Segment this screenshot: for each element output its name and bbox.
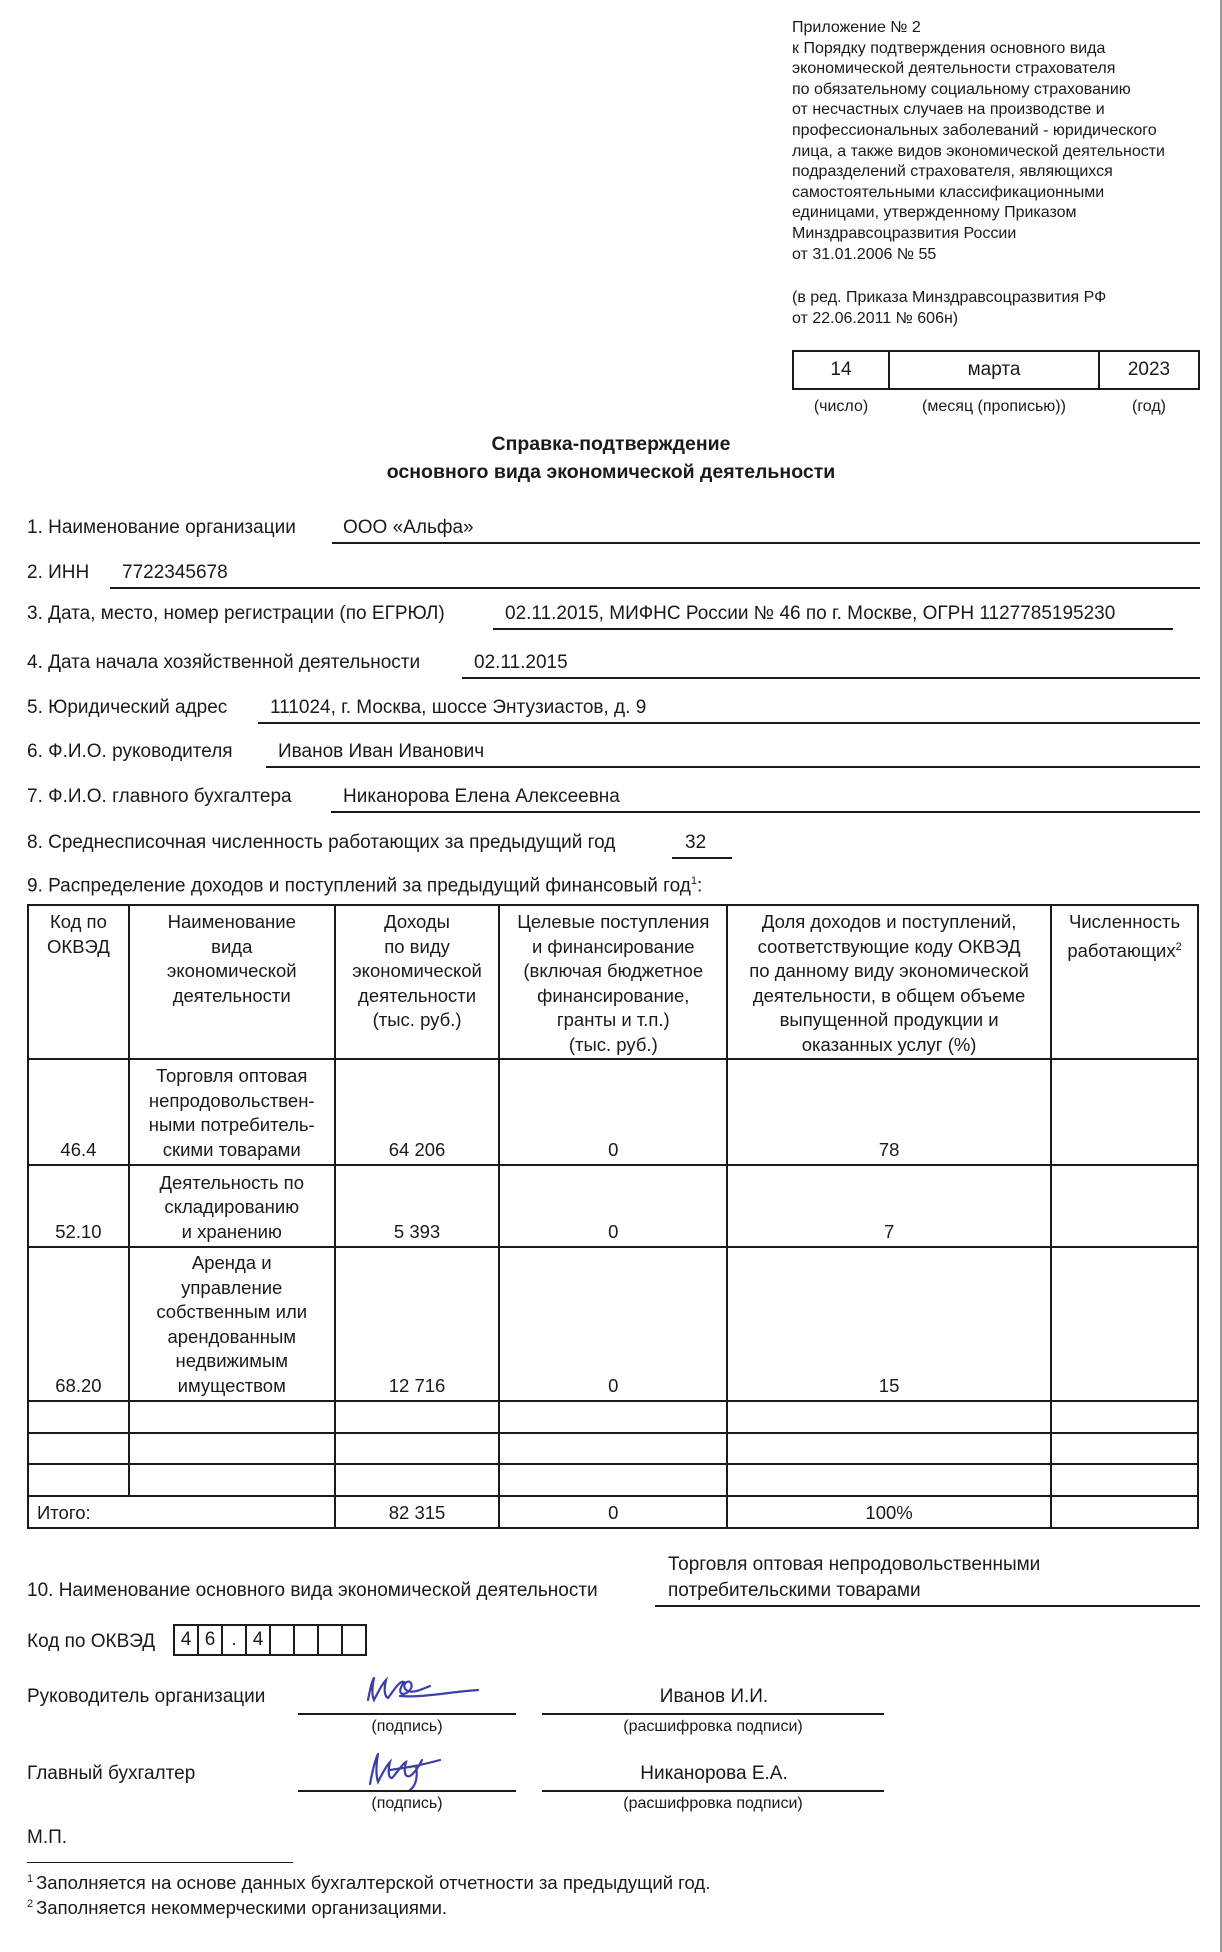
legal-address-label: 5. Юридический адрес xyxy=(27,697,228,718)
director-name-underline xyxy=(542,1713,884,1715)
org-name-underline xyxy=(332,542,1200,544)
footnote-ref-1: 1 xyxy=(690,875,697,887)
main-activity-value-line2[interactable]: потребительскими товарами xyxy=(668,1580,921,1601)
appendix-line: от 31.01.2006 № 55 xyxy=(792,245,937,263)
registration-underline xyxy=(493,628,1173,630)
document-title: Справка-подтверждение xyxy=(491,433,731,455)
inn-underline xyxy=(110,587,1200,589)
table-row xyxy=(28,1247,1198,1401)
cell-share[interactable]: 7 xyxy=(727,1165,1051,1247)
total-target[interactable]: 0 xyxy=(499,1496,727,1528)
empty-cell[interactable] xyxy=(1051,1433,1198,1464)
empty-cell[interactable] xyxy=(28,1401,129,1433)
cell-income[interactable]: 12 716 xyxy=(335,1247,500,1401)
appendix-line: экономической деятельности страхователя xyxy=(792,60,1116,78)
empty-cell[interactable] xyxy=(1051,1464,1198,1496)
org-name-value[interactable]: ООО «Альфа» xyxy=(343,517,474,538)
main-activity-value-line1[interactable]: Торговля оптовая непродовольственными xyxy=(668,1554,1041,1575)
director-underline xyxy=(266,766,1200,768)
cell-activity-name[interactable]: Торговля оптовая непродовольствен- ными потребитель- скими товарами xyxy=(129,1059,335,1165)
okved-cell[interactable] xyxy=(293,1624,319,1656)
start-date-underline xyxy=(462,677,1200,679)
cell-code[interactable]: 68.20 xyxy=(28,1247,129,1401)
footnote-mark: 1 xyxy=(27,1872,34,1885)
okved-code-label: Код по ОКВЭД xyxy=(27,1631,156,1652)
empty-cell[interactable] xyxy=(335,1464,500,1496)
director-name-value[interactable]: Иванов И.И. xyxy=(659,1686,769,1707)
empty-cell[interactable] xyxy=(129,1401,335,1433)
header-workers xyxy=(1051,905,1198,1059)
cell-workers[interactable] xyxy=(1051,1059,1198,1165)
empty-cell[interactable] xyxy=(129,1433,335,1464)
accountant-value[interactable]: Никанорова Елена Алексеевна xyxy=(343,786,620,807)
footnote-separator xyxy=(27,1862,293,1863)
footnote-1 xyxy=(27,1872,710,1894)
empty-cell[interactable] xyxy=(28,1433,129,1464)
headcount-value[interactable]: 32 xyxy=(685,832,707,853)
okved-cell[interactable]: 4 xyxy=(245,1624,271,1656)
cell-target[interactable]: 0 xyxy=(499,1247,727,1401)
cell-income[interactable]: 64 206 xyxy=(335,1059,500,1165)
empty-cell[interactable] xyxy=(28,1464,129,1496)
accountant-name-caption: (расшифровка подписи) xyxy=(623,1795,803,1812)
accountant-signature-image xyxy=(360,1748,460,1794)
footnote-2 xyxy=(27,1897,447,1919)
footnote-ref-2: 2 xyxy=(1175,940,1182,953)
okved-cell[interactable]: 4 xyxy=(173,1624,199,1656)
header-activity-name: Наименование вида экономической деятельности xyxy=(129,905,335,1059)
empty-cell[interactable] xyxy=(335,1433,500,1464)
document-subtitle: основного вида экономической деятельности xyxy=(386,461,836,483)
cell-income[interactable]: 5 393 xyxy=(335,1165,500,1247)
director-name-caption: (расшифровка подписи) xyxy=(623,1718,803,1735)
empty-cell[interactable] xyxy=(499,1433,727,1464)
inn-value[interactable]: 7722345678 xyxy=(122,562,228,583)
cell-activity-name[interactable]: Деятельность по складированию и хранению xyxy=(129,1165,335,1247)
org-name-label: 1. Наименование организации xyxy=(27,517,296,538)
distribution-label-text: 9. Распределение доходов и поступлений за предыдущий финансовый год xyxy=(27,875,691,897)
cell-target[interactable]: 0 xyxy=(499,1165,727,1247)
cell-target[interactable]: 0 xyxy=(499,1059,727,1165)
appendix-line: самостоятельными классификационными xyxy=(792,183,1105,201)
director-value[interactable]: Иванов Иван Иванович xyxy=(278,741,485,762)
registration-value[interactable]: 02.11.2015, МИФНС России № 46 по г. Москве, ОГРН 1127785195230 xyxy=(505,603,1116,624)
okved-cell[interactable]: 6 xyxy=(197,1624,223,1656)
distribution-colon: : xyxy=(697,875,703,897)
stamp-label: М.П. xyxy=(27,1827,68,1848)
footnote-text: Заполняется некоммерческими организациями. xyxy=(36,1897,448,1918)
appendix-line: профессиональных заболеваний - юридического xyxy=(792,121,1157,139)
accountant-name-value[interactable]: Никанорова Е.А. xyxy=(640,1763,788,1784)
legal-address-value[interactable]: 111024, г. Москва, шоссе Энтузиастов, д. 9 xyxy=(270,697,647,718)
director-label: 6. Ф.И.О. руководителя xyxy=(27,741,233,762)
accountant-sign-label: Главный бухгалтер xyxy=(27,1763,196,1784)
registration-label: 3. Дата, место, номер регистрации (по ЕГРЮЛ) xyxy=(27,603,445,624)
empty-cell[interactable] xyxy=(129,1464,335,1496)
date-day-field[interactable]: 14 xyxy=(792,350,890,390)
empty-cell[interactable] xyxy=(499,1401,727,1433)
footnote-text: Заполняется на основе данных бухгалтерской отчетности за предыдущий год. xyxy=(36,1872,711,1893)
empty-cell[interactable] xyxy=(727,1401,1051,1433)
okved-cell[interactable] xyxy=(341,1624,367,1656)
main-activity-underline xyxy=(655,1605,1200,1607)
total-income[interactable]: 82 315 xyxy=(335,1496,500,1528)
start-date-label: 4. Дата начала хозяйственной деятельности xyxy=(27,652,421,673)
date-year-caption: (год) xyxy=(1131,398,1167,415)
okved-code-cells xyxy=(175,1624,367,1656)
appendix-line: Минздравсоцразвития России xyxy=(792,224,1017,242)
director-sign-label: Руководитель организации xyxy=(27,1686,266,1707)
edition-note xyxy=(792,287,1106,329)
header-share: Доля доходов и поступлений, соответствующие коду ОКВЭД по данному виду экономической деятельности, в общем объеме выпущенной продукции и оказанных услуг (%) xyxy=(727,905,1051,1059)
table-empty-row xyxy=(28,1401,1198,1433)
accountant-sign-caption: (подпись) xyxy=(371,1795,443,1812)
date-year-field[interactable]: 2023 xyxy=(1098,350,1200,390)
appendix-note xyxy=(792,18,1212,265)
distribution-label xyxy=(27,869,702,898)
appendix-line: подразделений страхователя, являющихся xyxy=(792,163,1113,181)
cell-share[interactable]: 15 xyxy=(727,1247,1051,1401)
edition-line: от 22.06.2011 № 606н) xyxy=(792,310,959,327)
empty-cell[interactable] xyxy=(727,1433,1051,1464)
appendix-line: по обязательному социальному страхованию xyxy=(792,80,1131,98)
income-distribution-table xyxy=(27,904,1199,1529)
accountant-name-underline xyxy=(542,1790,884,1792)
appendix-line: единицами, утвержденному Приказом xyxy=(792,204,1077,222)
header-income: Доходы по виду экономической деятельности (тыс. руб.) xyxy=(335,905,500,1059)
okved-cell[interactable]: . xyxy=(221,1624,247,1656)
accountant-label: 7. Ф.И.О. главного бухгалтера xyxy=(27,786,292,807)
inn-label: 2. ИНН xyxy=(27,562,90,583)
table-empty-row xyxy=(28,1464,1198,1496)
cell-share[interactable]: 78 xyxy=(727,1059,1051,1165)
table-empty-row xyxy=(28,1433,1198,1464)
cell-workers[interactable] xyxy=(1051,1165,1198,1247)
header-okved-code: Код по ОКВЭД xyxy=(28,905,129,1059)
director-sign-caption: (подпись) xyxy=(371,1718,443,1735)
headcount-label: 8. Среднесписочная численность работающих за предыдущий год xyxy=(27,832,616,853)
total-share[interactable]: 100% xyxy=(727,1496,1051,1528)
appendix-line: лица, а также видов экономической деятельности xyxy=(792,142,1165,160)
main-activity-label: 10. Наименование основного вида экономической деятельности xyxy=(27,1580,598,1601)
okved-cell[interactable] xyxy=(269,1624,295,1656)
edition-line: (в ред. Приказа Минздравсоцразвития РФ xyxy=(792,289,1107,306)
appendix-line: Приложение № 2 xyxy=(792,19,921,36)
cell-activity-name[interactable]: Аренда и управление собственным или арендованным недвижимым имуществом xyxy=(129,1247,335,1401)
director-sign-underline xyxy=(298,1713,516,1715)
cell-workers[interactable] xyxy=(1051,1247,1198,1401)
legal-address-underline xyxy=(258,722,1200,724)
director-signature-image xyxy=(360,1670,485,1718)
empty-cell[interactable] xyxy=(1051,1401,1198,1433)
table-total-row xyxy=(28,1496,1198,1528)
empty-cell[interactable] xyxy=(499,1464,727,1496)
cell-code[interactable]: 52.10 xyxy=(28,1165,129,1247)
header-target-funding: Целевые поступления и финансирование (включая бюджетное финансирование, гранты и т.п.) (тыс. руб.) xyxy=(499,905,727,1059)
total-workers[interactable] xyxy=(1051,1496,1198,1528)
table-row xyxy=(28,1059,1198,1165)
appendix-line: к Порядку подтверждения основного вида xyxy=(792,39,1106,57)
okved-cell[interactable] xyxy=(317,1624,343,1656)
table-header-row xyxy=(28,905,1198,1059)
date-month-caption: (месяц (прописью)) xyxy=(922,398,1066,415)
start-date-value[interactable]: 02.11.2015 xyxy=(474,652,568,673)
empty-cell[interactable] xyxy=(335,1401,500,1433)
cell-code[interactable]: 46.4 xyxy=(28,1059,129,1165)
headcount-underline xyxy=(672,857,732,859)
table-row xyxy=(28,1165,1198,1247)
footnote-mark: 2 xyxy=(27,1897,34,1910)
total-label: Итого: xyxy=(28,1496,335,1528)
header-workers-text: Численность работающих xyxy=(1067,911,1181,961)
accountant-underline xyxy=(331,811,1200,813)
accountant-sign-underline xyxy=(298,1790,516,1792)
appendix-line: от несчастных случаев на производстве и xyxy=(792,101,1105,119)
empty-cell[interactable] xyxy=(727,1464,1051,1496)
date-month-field[interactable]: марта xyxy=(888,350,1100,390)
date-day-caption: (число) xyxy=(813,398,869,415)
